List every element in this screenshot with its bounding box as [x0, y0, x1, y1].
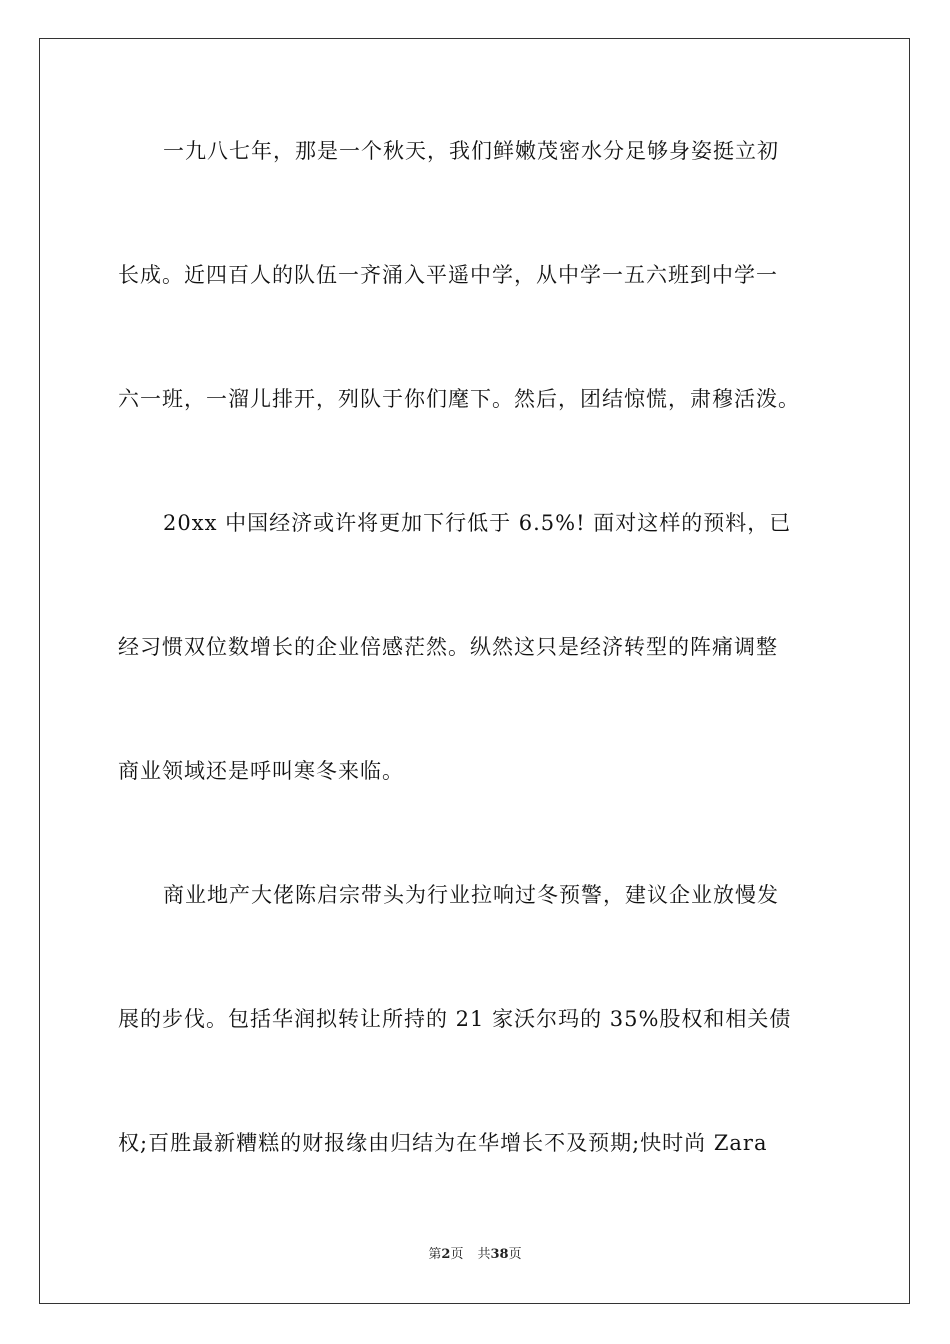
paragraph-2-line-2: 经习惯双位数增长的企业倍感茫然。纵然这只是经济转型的阵痛调整 [118, 635, 778, 659]
total-pages: 38 [490, 1247, 509, 1262]
paragraph-1-line-3: 六一班，一溜儿排开，列队于你们麾下。然后，团结惊慌，肃穆活泼。 [118, 387, 800, 411]
page-footer [0, 1246, 950, 1264]
total-suffix: 页 [508, 1247, 522, 1262]
paragraph-1-line-1: 一九八七年，那是一个秋天，我们鲜嫩茂密水分足够身姿挺立初 [163, 139, 779, 163]
paragraph-2-line-1: 20xx 中国经济或许将更加下行低于 6.5%! 面对这样的预料，已 [163, 511, 792, 535]
page-number: 2 [441, 1247, 451, 1262]
page-border [39, 38, 910, 1304]
total-prefix: 共 [477, 1247, 491, 1262]
paragraph-3-line-1: 商业地产大佬陈启宗带头为行业拉响过冬预警，建议企业放慢发 [163, 883, 779, 907]
page-suffix: 页 [450, 1247, 464, 1262]
paragraph-1-line-2: 长成。近四百人的队伍一齐涌入平遥中学，从中学一五六班到中学一 [118, 263, 778, 287]
paragraph-3-line-3: 权;百胜最新糟糕的财报缘由归结为在华增长不及预期;快时尚 Zara [118, 1131, 768, 1155]
paragraph-2-line-3: 商业领域还是呼叫寒冬来临。 [118, 759, 404, 783]
paragraph-3-line-2: 展的步伐。包括华润拟转让所持的 21 家沃尔玛的 35%股权和相关债 [118, 1007, 792, 1031]
page-prefix: 第 [428, 1247, 442, 1262]
